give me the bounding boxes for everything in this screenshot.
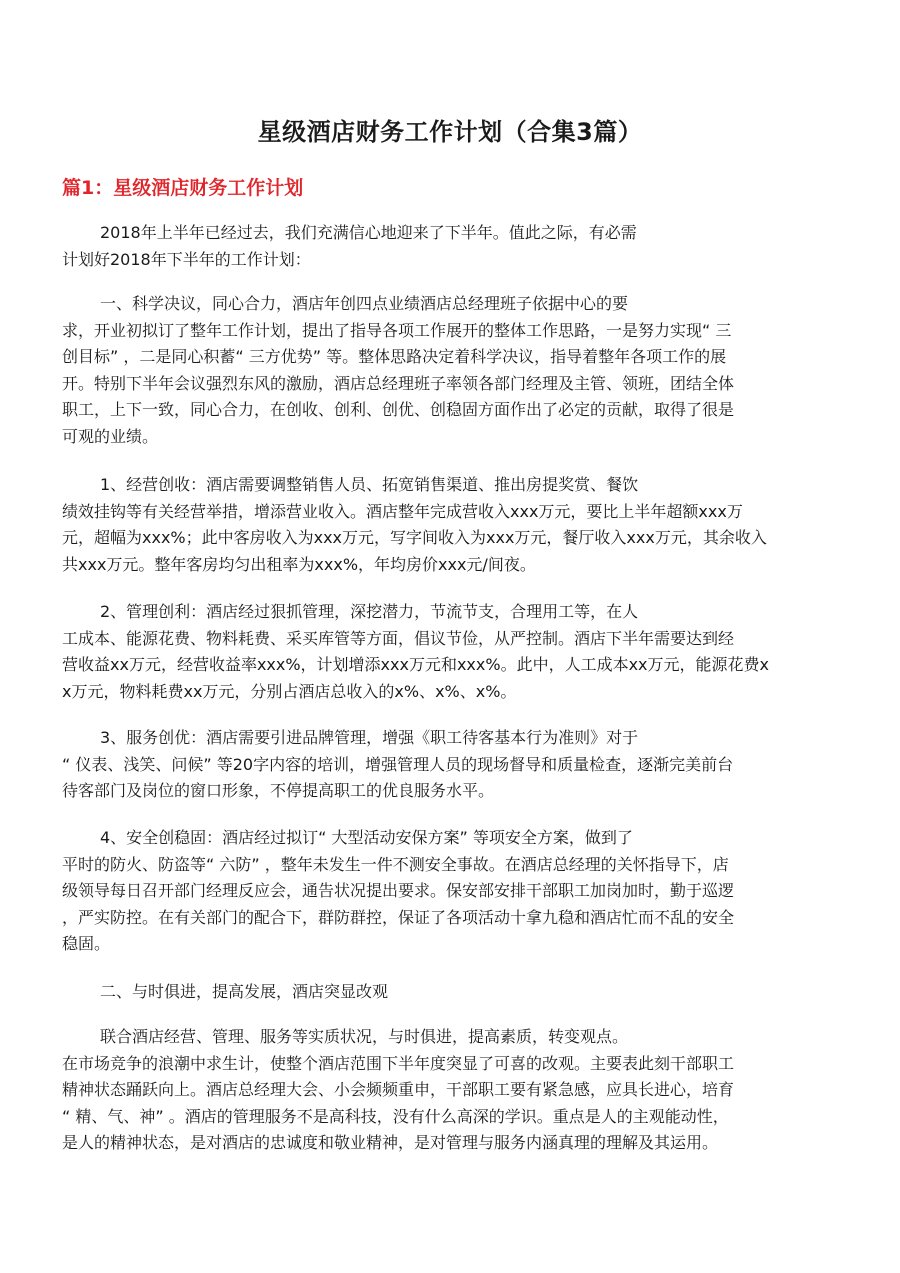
- paragraph-line: 开。特别下半年会议强烈东风的激励，酒店总经理班子率领各部门经理及主管、领班，团结全体: [62, 373, 735, 393]
- paragraph-line: 共xxx万元。整年客房均匀出租率为xxx%，年均房价xxx元/间夜。: [62, 554, 536, 574]
- paragraph-line: 4、安全创稳固：酒店经过拟订“ 大型活动安保方案” 等项安全方案，做到了: [100, 828, 633, 847]
- paragraph-line: 在市场竞争的浪潮中求生计，使整个酒店范围下半年度突显了可喜的改观。主要表此刻干部职工: [62, 1053, 735, 1073]
- paragraph-line: 一、科学决议，同心合力，酒店年创四点业绩酒店总经理班子依据中心的要: [100, 294, 629, 313]
- paragraph-line: 稳固。: [62, 934, 111, 953]
- paragraph-service: [62, 725, 842, 805]
- paragraph-line: “ 精、气、神” 。酒店的管理服务不是高科技，没有什么高深的学识。重点是人的主观能动性，: [62, 1106, 729, 1126]
- paragraph-line: 平时的防火、防盗等“ 六防” ，整年未发生一件不测安全事故。在酒店总经理的关怀指导下，店: [62, 854, 729, 874]
- paragraph-line: 计划好2018年下半年的工作计划：: [62, 249, 311, 269]
- paragraph-line: 二、与时俱进，提高发展，酒店突显改观: [100, 982, 389, 1001]
- paragraph-line: 可观的业绩。: [62, 426, 159, 446]
- section-title: 篇1：星级酒店财务工作计划: [62, 177, 304, 199]
- paragraph-line: 级领导每日召开部门经理反应会，通告状况提出要求。保安部安排干部职工加岗加时，勤于巡逻: [62, 881, 735, 900]
- paragraph-scientific-decision: [62, 291, 842, 450]
- paragraph-line: 求，开业初拟订了整年工作计划，提出了指导各项工作展开的整体工作思路，一是努力实现“ 三: [62, 320, 732, 340]
- paragraph-line: x万元，物料耗费xx万元，分别占酒店总收入的x%、x%、x%。: [62, 681, 517, 701]
- paragraph-line: 是人的精神状态，是对酒店的忠诚度和敬业精神，是对管理与服务内涵真理的理解及其运用。: [62, 1133, 719, 1152]
- paragraph-line: 元，超幅为xxx%；此中客房收入为xxx万元，写字间收入为xxx万元，餐厅收入xxx万元，其余收入: [62, 528, 767, 547]
- paragraph-revenue: [62, 472, 842, 578]
- paragraph-line: “ 仪表、浅笑、问候” 等20字内容的培训，增强管理人员的现场督导和质量检查，逐渐完美前台: [62, 754, 734, 774]
- paragraph-line: 创目标” ，二是同心积蓄“ 三方优势” 等。整体思路决定着科学决议，指导着整年各项工作的展: [62, 347, 727, 366]
- paragraph-management: [62, 599, 842, 705]
- paragraph-line: 2018年上半年已经过去，我们充满信心地迎来了下半年。值此之际，有必需: [100, 223, 637, 242]
- paragraph-intro: [62, 220, 842, 273]
- paragraph-line: 职工，上下一致，同心合力，在创收、创利、创优、创稳固方面作出了必定的贡献，取得了很是: [62, 400, 735, 419]
- paragraph-heading-progress: [62, 979, 842, 1006]
- paragraph-progress: [62, 1024, 842, 1157]
- document-title: 星级酒店财务工作计划（合集3篇）: [257, 118, 643, 146]
- paragraph-line: ，严实防控。在有关部门的配合下，群防群控，保证了各项活动十拿九稳和酒店忙而不乱的安全: [62, 907, 735, 927]
- paragraph-line: 工成本、能源花费、物料耗费、采买库管等方面，倡议节俭，从严控制。酒店下半年需要达到经: [62, 628, 735, 648]
- paragraph-safety: [62, 825, 842, 958]
- paragraph-line: 联合酒店经营、管理、服务等实质状况，与时俱进，提高素质，转变观点。: [100, 1027, 629, 1046]
- paragraph-line: 营收益xx万元，经营收益率xxx%，计划增添xxx万元和xxx%。此中，人工成本xx万元，能源花费x: [62, 655, 769, 674]
- paragraph-line: 绩效挂钩等有关经营举措，增添营业收入。酒店整年完成营收入xxx万元，要比上半年超额xxx万: [62, 501, 743, 521]
- paragraph-line: 3、服务创优：酒店需要引进品牌管理，增强《职工待客基本行为准则》对于: [100, 728, 639, 747]
- paragraph-line: 2、管理创利：酒店经过狠抓管理，深挖潜力，节流节支，合理用工等，在人: [100, 602, 639, 621]
- paragraph-line: 精神状态踊跃向上。酒店总经理大会、小会频频重申，干部职工要有紧急感，应具长进心，培育: [62, 1080, 735, 1099]
- paragraph-line: 1、经营创收：酒店需要调整销售人员、拓宽销售渠道、推出房提奖赏、餐饮: [100, 475, 639, 494]
- paragraph-line: 待客部门及岗位的窗口形象，不停提高职工的优良服务水平。: [62, 781, 495, 800]
